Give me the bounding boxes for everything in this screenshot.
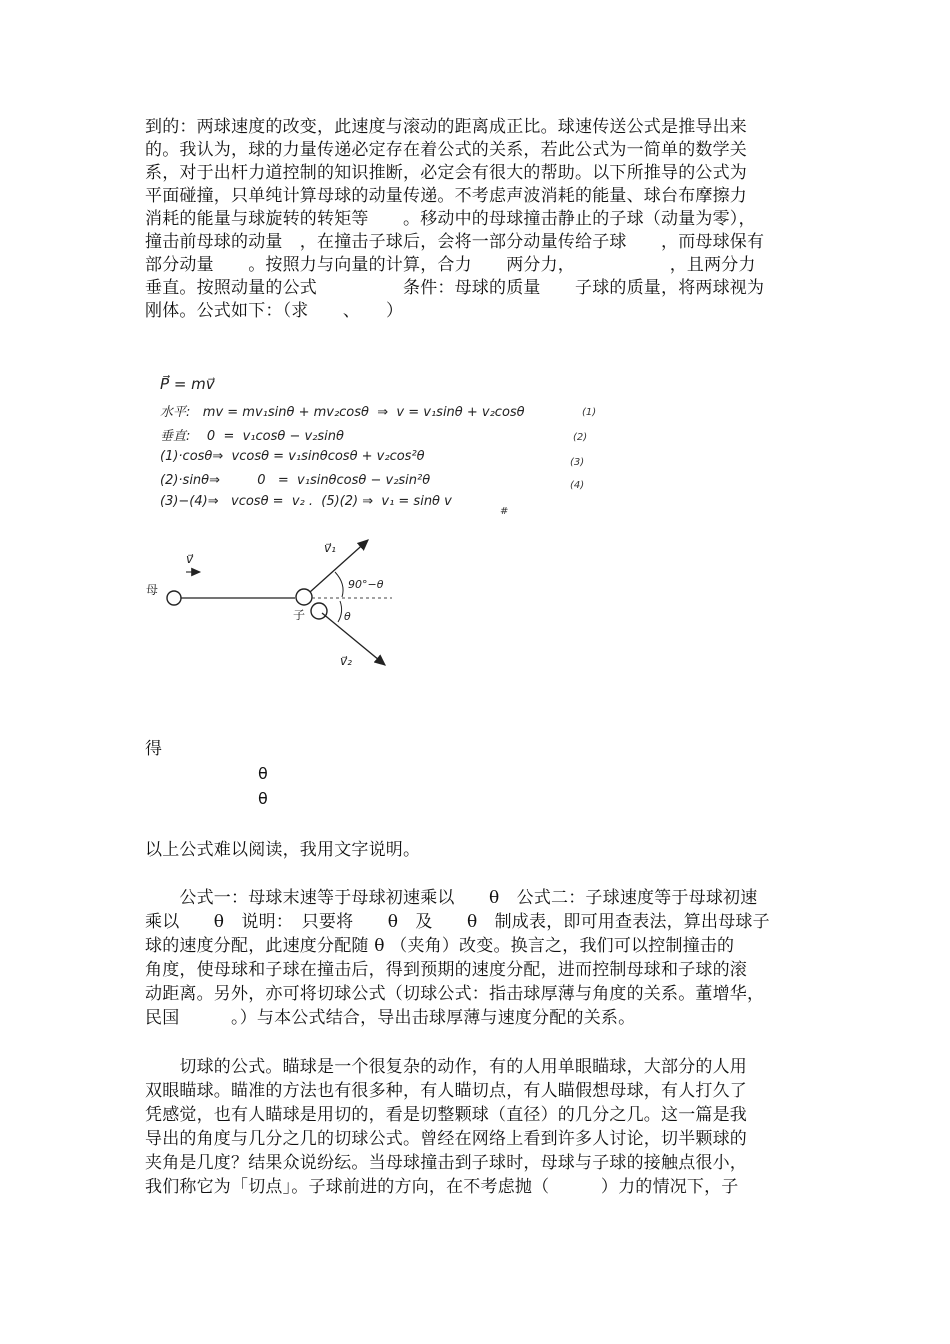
text-line: 球的速度分配，此速度分配随 θ （夹角）改变。换言之，我们可以控制撞击的 bbox=[145, 936, 735, 956]
text-line: 垂直。按照动量的公式 条件：母球的质量 子球的质量，将两球视为 bbox=[145, 278, 765, 298]
text-line: 角度，使母球和子球在撞击后，得到预期的速度分配，进而控制母球和子球的滚 bbox=[145, 960, 747, 980]
hw-eq-horizontal: 水平: mv = mv₁sinθ + mv₂cosθ ⇒ v = v₁sinθ + v₂cosθ bbox=[160, 405, 525, 420]
hw-eq-3: (1)·cosθ⇒ vcosθ = v₁sinθcosθ + v₂cos²θ bbox=[160, 449, 425, 464]
text-line: 公式一：母球末速等于母球初速乘以 θ 公式二：子球速度等于母球初速 bbox=[145, 888, 758, 908]
hw-eq-momentum: P⃗ = mv⃗ bbox=[160, 375, 215, 393]
hw-eq-vertical: 垂直: 0 = v₁cosθ − v₂sinθ bbox=[160, 429, 344, 444]
text-line: 民国 。）与本公式结合，导出击球厚薄与速度分配的关系。 bbox=[145, 1008, 636, 1028]
result-label: 得 bbox=[145, 739, 163, 759]
text-line: 动距离。另外，亦可将切球公式（切球公式：指击球厚薄与角度的关系。董增华， bbox=[145, 984, 765, 1004]
mother-label: 母 bbox=[146, 583, 159, 597]
v-label: v⃗ bbox=[186, 552, 194, 566]
eq-number-4: (4) bbox=[570, 480, 585, 491]
text-line: 撞击前母球的动量 ，在撞击子球后，会将一部分动量传给子球 ，而母球保有 bbox=[145, 232, 765, 252]
angle-arc-theta bbox=[338, 601, 342, 622]
theta-symbol-2: θ bbox=[258, 789, 268, 808]
text-line: 到的：两球速度的改变，此速度与滚动的距离成正比。球速传送公式是推导出来 bbox=[145, 117, 747, 137]
hw-eq-4: (2)·sinθ⇒ 0 = v₁sinθcosθ − v₂sin²θ bbox=[160, 473, 431, 488]
angle-arc-90-minus-theta bbox=[335, 572, 343, 597]
text-line: 切球的公式。瞄球是一个很复杂的动作，有的人用单眼瞄球，大部分的人用 bbox=[145, 1057, 747, 1077]
v2-arrow bbox=[322, 613, 385, 665]
theta-symbol-1: θ bbox=[258, 764, 268, 783]
eq-number-3: (3) bbox=[570, 457, 585, 468]
text-line: 乘以 θ 说明： 只要将 θ 及 θ 制成表，即可用查表法，算出母球子 bbox=[145, 912, 770, 932]
explanation-sentence: 以上公式难以阅读，我用文字说明。 bbox=[145, 840, 421, 860]
mother-ball-start bbox=[167, 591, 181, 605]
text-line: 刚体。公式如下：（求 、 ） bbox=[145, 301, 404, 321]
hw-eq-5: (3)−(4)⇒ vcosθ = v₂ . (5)(2) ⇒ v₁ = sinθ v bbox=[160, 494, 452, 509]
mother-ball-impact bbox=[296, 589, 312, 605]
text-line: 我们称它为「切点」。子球前进的方向，在不考虑抛（ ）力的情况下，子 bbox=[145, 1177, 739, 1197]
text-line: 平面碰撞，只单纯计算母球的动量传递。不考虑声波消耗的能量、球台布摩擦力 bbox=[145, 186, 747, 206]
eq-number-1: (1) bbox=[582, 407, 597, 418]
text-line: 部分动量 。按照力与向量的计算，合力 两分力， ，且两分力 bbox=[145, 255, 756, 275]
text-line: 双眼瞄球。瞄准的方法也有很多种，有人瞄切点，有人瞄假想母球，有人打久了 bbox=[145, 1081, 747, 1101]
text-line: 导出的角度与几分之几的切球公式。曾经在网络上看到许多人讨论，切半颗球的 bbox=[145, 1129, 747, 1149]
text-line: 消耗的能量与球旋转的转矩等 。移动中的母球撞击静止的子球（动量为零）， bbox=[145, 209, 756, 229]
angle-theta-label: θ bbox=[344, 610, 351, 623]
v2-label: v⃗₂ bbox=[340, 654, 352, 668]
eq-number-2: (2) bbox=[573, 432, 588, 443]
eq-end-mark: # bbox=[500, 506, 509, 517]
child-label: 子 bbox=[293, 608, 306, 622]
angle-90-minus-theta-label: 90°−θ bbox=[348, 578, 384, 591]
text-line: 凭感觉，也有人瞄球是用切的，看是切整颗球（直径）的几分之几。这一篇是我 bbox=[145, 1105, 747, 1125]
child-ball bbox=[311, 603, 327, 619]
text-line: 的。我认为，球的力量传递必定存在着公式的关系，若此公式为一简单的数学关 bbox=[145, 140, 747, 160]
text-line: 夹角是几度？结果众说纷纭。当母球撞击到子球时，母球与子球的接触点很小， bbox=[145, 1153, 747, 1173]
v1-label: v⃗₁ bbox=[324, 541, 336, 555]
text-line: 系，对于出杆力道控制的知识推断，必定会有很大的帮助。以下所推导的公式为 bbox=[145, 163, 747, 183]
